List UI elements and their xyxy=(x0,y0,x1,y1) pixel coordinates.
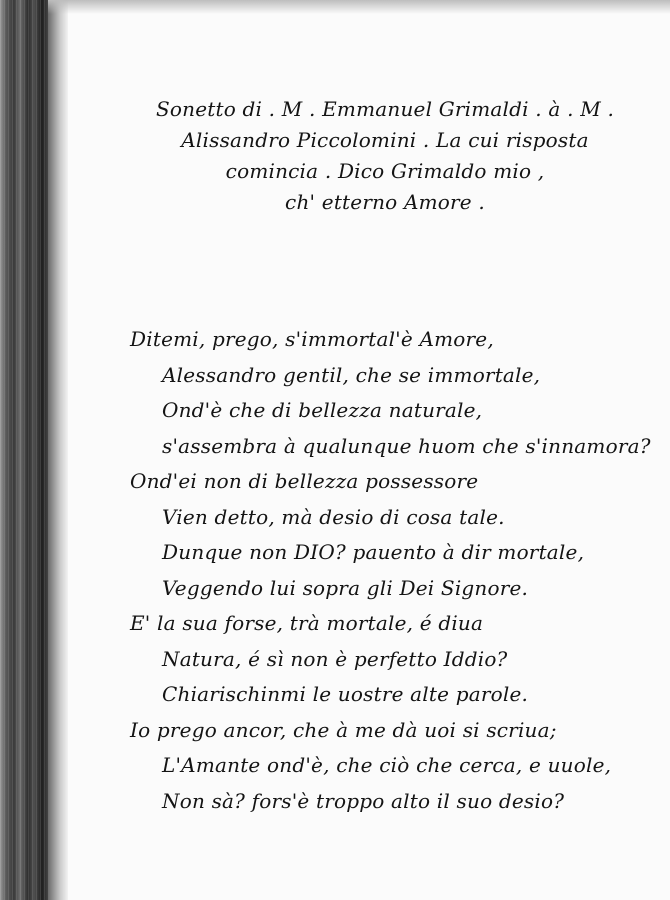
heading-line: Sonetto di . M . Emmanuel Grimaldi . à . M . xyxy=(155,97,615,121)
verse-line: s'assembra à qualunque huom che s'innamora? xyxy=(162,433,651,458)
gutter-shadow xyxy=(48,0,68,900)
verse-line: Ond'ei non di bellezza possessore xyxy=(130,469,479,493)
heading-line: ch' etterno Amore . xyxy=(285,190,485,214)
sonnet-text xyxy=(130,322,651,819)
verse-line: Ditemi, prego, s'immortal'è Amore, xyxy=(130,327,494,351)
verse-line: Ond'è che di bellezza naturale, xyxy=(162,398,483,422)
heading-line: Alissandro Piccolomini . La cui risposta xyxy=(181,128,589,152)
page-edges xyxy=(0,0,48,900)
verse-line: E' la sua forse, trà mortale, é diua xyxy=(130,611,484,635)
verse-line: Io prego ancor, che à me dà uoi si scriua; xyxy=(130,717,557,742)
verse-line: Chiarischinmi le uostre alte parole. xyxy=(162,682,529,706)
verse-line: L'Amante ond'è, che ciò che cerca, e uuole, xyxy=(162,753,612,777)
top-shadow xyxy=(48,0,670,14)
verse-line: Natura, é sì non è perfetto Iddio? xyxy=(162,646,508,671)
verse-line: Vien detto, mà desio di cosa tale. xyxy=(162,504,505,529)
heading-line: comincia . Dico Grimaldo mio , xyxy=(225,159,545,183)
verse-line: Dunque non DIO? pauento à dir mortale, xyxy=(162,540,585,564)
verse-line: Veggendo lui sopra gli Dei Signore. xyxy=(162,575,529,600)
verse-line: Non sà? fors'è troppo alto il suo desio? xyxy=(162,788,565,813)
sonnet-heading xyxy=(150,94,620,218)
verse-line: Alessandro gentil, che se immortale, xyxy=(162,362,541,387)
